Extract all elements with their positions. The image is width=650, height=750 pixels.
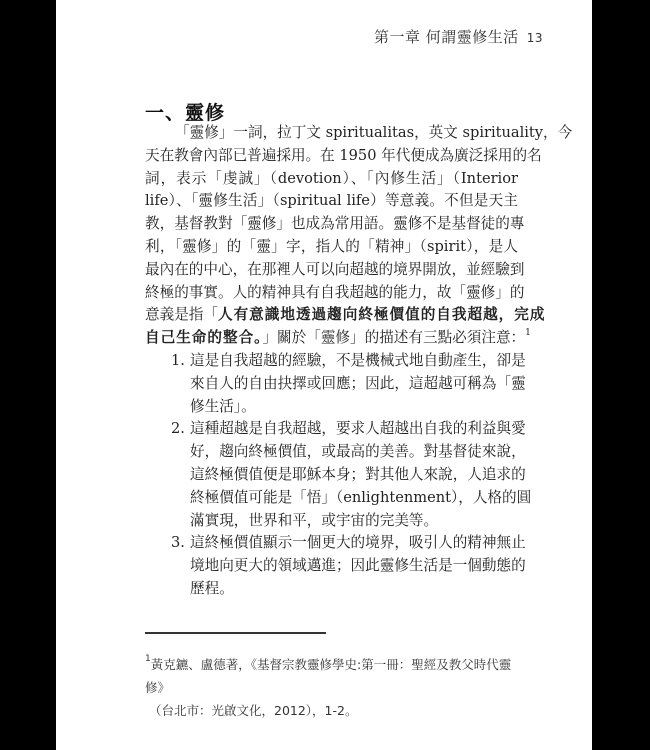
list-line: 好，趨向終極價值，或最高的美善。對基督徒來說， bbox=[190, 443, 526, 461]
definition-emphasis: 自己生命的整合。 bbox=[145, 329, 263, 347]
list-line: 這是自我超越的經驗，不是機械式地自動產生，卻是 bbox=[190, 351, 526, 369]
book-page bbox=[56, 0, 592, 750]
definition-line bbox=[145, 304, 546, 327]
definition-suffix: 」關於「靈修」的描述有三點必須注意： bbox=[262, 329, 526, 347]
definition-line bbox=[145, 327, 531, 350]
footnote-citation: 黃克鑣、盧德著，《基督宗教靈修學史:第一冊：聖經及教父時代靈修》 bbox=[145, 657, 512, 695]
list-line: 修生活」。 bbox=[190, 397, 256, 415]
body-line: 詞，表示「虔誠」（devotion）、「內修生活」（Interior bbox=[145, 169, 518, 187]
running-head bbox=[374, 26, 543, 47]
page-number: 13 bbox=[526, 31, 544, 45]
footnote bbox=[145, 653, 525, 722]
definition-emphasis: 人有意識地透過趨向終極價值的自我超越，完成 bbox=[217, 306, 546, 324]
body-line: 「靈修」一詞，拉丁文 spiritualitas，英文 spirituality，今 bbox=[175, 124, 573, 141]
body-text bbox=[145, 122, 573, 601]
list-line: 滿實現，世界和平，或宇宙的完美等。 bbox=[190, 511, 439, 529]
list-line: 這種超越是自我超越，要求人超越出自我的利益與愛 bbox=[190, 420, 526, 438]
body-line: 天在教會內部已普遍採用。在 1950 年代便成為廣泛採用的名 bbox=[145, 146, 542, 164]
list-item bbox=[145, 532, 526, 600]
body-line: 終極的事實。人的精神具有自我超越的能力，故「靈修」的 bbox=[145, 283, 525, 301]
list-item bbox=[145, 350, 526, 418]
list-number: 3. bbox=[171, 534, 185, 552]
chapter-title: 第一章 何謂靈修生活 bbox=[374, 28, 519, 46]
list-line: 歷程。 bbox=[190, 579, 234, 597]
footnote-marker: 1 bbox=[145, 654, 151, 664]
footnote-reference[interactable]: 1 bbox=[525, 328, 531, 339]
list-number: 1. bbox=[171, 351, 185, 369]
list-line: 這終極價值顯示一個更大的境界，吸引人的精神無止 bbox=[190, 534, 526, 552]
list-number: 2. bbox=[171, 420, 185, 438]
body-line: life）、「靈修生活」（spiritual life）等意義。不但是天主 bbox=[145, 192, 518, 210]
list-line: 這終極價值便是耶穌本身；對其他人來說，人追求的 bbox=[190, 465, 526, 483]
list-item bbox=[145, 418, 532, 532]
body-line: 教，基督教對「靈修」也成為常用語。靈修不是基督徒的專 bbox=[145, 215, 525, 233]
footnote-line bbox=[145, 653, 525, 699]
list-line: 終極價值可能是「悟」（enlightenment），人格的圓 bbox=[190, 488, 532, 506]
section-heading: 一、靈修 bbox=[145, 102, 226, 124]
definition-prefix: 意義是指「 bbox=[145, 306, 218, 324]
body-line: 利，「靈修」的「靈」字，指人的「精神」（spirit），是人 bbox=[145, 237, 518, 255]
body-line: 最內在的中心，在那裡人可以向超越的境界開放，並經驗到 bbox=[145, 260, 525, 278]
list-line: 境地向更大的領域邁進；因此靈修生活是一個動態的 bbox=[190, 557, 526, 575]
list-line: 來自人的自由抉擇或回應；因此，這超越可稱為「靈 bbox=[190, 374, 526, 392]
footnote-line: （台北市：光啟文化，2012），1-2。 bbox=[149, 703, 358, 718]
footnote-separator bbox=[145, 632, 326, 634]
